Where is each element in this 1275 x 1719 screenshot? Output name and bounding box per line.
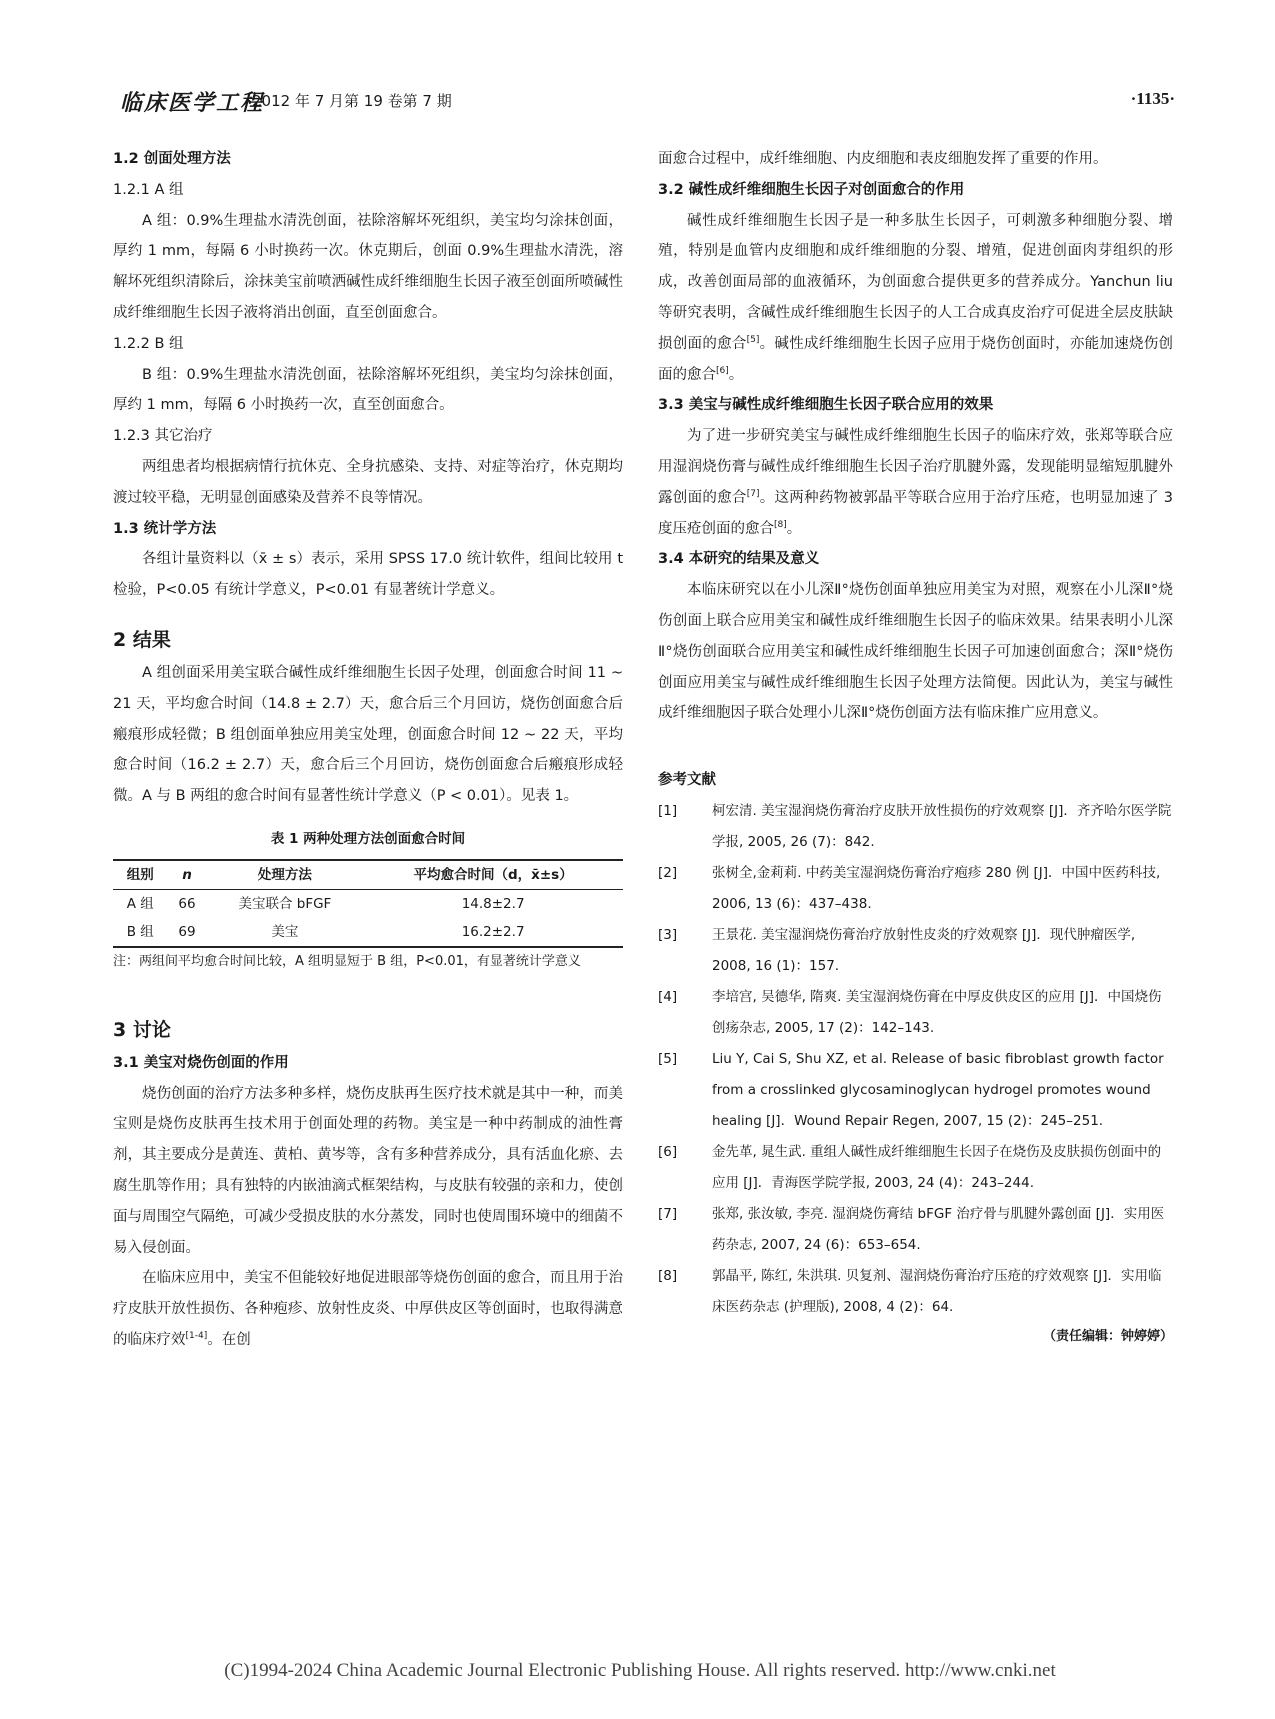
issue-info: 2012 年 7 月第 19 卷第 7 期: [252, 92, 452, 110]
table-cell: A 组: [126, 895, 154, 912]
paragraph: [658, 206, 1173, 391]
paragraph: 本临床研究以在小儿深Ⅱ°烧伤创面单独应用美宝为对照，观察在小儿深Ⅱ°烧伤创面上联合应用美宝和碱性成纤维细胞生长因子的临床效果。结果表明小儿深Ⅱ°烧伤创面联合应用美宝和碱性成纤维细胞生长因子可加速创面愈合；深Ⅱ°烧伤创面应用美宝与碱性成纤维细胞生长因子处理方法简便。因此认为，美宝与碱性成纤维细胞因子联合处理小儿深Ⅱ°烧伤创面方法有临床推广应用意义。: [658, 582, 1173, 722]
reference-number: [2]: [658, 864, 678, 881]
paragraph-text: 在临床应用中，美宝不但能较好地促进眼部等烧伤创面的愈合，而且用于治疗皮肤开放性损伤、各种疱疹、放射性皮炎、中厚供皮区等创面时，也取得满意的临床疗效: [113, 1270, 623, 1348]
reference-number: [1]: [658, 802, 678, 819]
table-header: n: [167, 860, 206, 890]
page-number: ·1135·: [1130, 89, 1175, 108]
reference-item: [658, 796, 1173, 858]
reference-text: 金先革, 晁生武. 重组人碱性成纤维细胞生长因子在烧伤及皮肤损伤创面中的应用 [J]．青海医学院学报, 2003, 24 (4)：243–244.: [712, 1143, 1162, 1191]
reference-number: [4]: [658, 988, 678, 1005]
reference-item: [658, 982, 1173, 1044]
reference-text: 柯宏清. 美宝湿润烧伤膏治疗皮肤开放性损伤的疗效观察 [J]．齐齐哈尔医学院学报, 2005, 26 (7)：842.: [712, 802, 1172, 850]
reference-text: Liu Y, Cai S, Shu XZ, et al. Release of basic fibroblast growth factor from a crosslinked glycosaminoglycan hydrogel promotes wound healing [J]．Wound Repair Regen, 2007, 15 (2)：245–251.: [712, 1050, 1164, 1129]
subsection-heading: 1.2.3 其它治疗: [113, 428, 213, 445]
table-cell: 美宝: [207, 918, 364, 947]
editor-credit: （责任编辑：钟婷婷）: [1042, 1328, 1173, 1344]
table-cell: 16.2±2.7: [363, 918, 623, 947]
subsection-heading: 1.2.1 A 组: [113, 181, 184, 198]
paragraph: A 组创面采用美宝联合碱性成纤维细胞生长因子处理，创面愈合时间 11 ~ 21 天，平均愈合时间（14.8 ± 2.7）天，愈合后三个月回访，烧伤创面愈合后瘢痕形成轻微；B 组创面单独应用美宝处理，创面愈合时间 12 ~ 22 天，平均愈合时间（16.2 ± 2.7）天，愈合后三个月回访，烧伤创面愈合后瘢痕形成轻微。A 与 B 两组的愈合时间有显著性统计学意义（P < 0.01）。见表 1。: [113, 664, 623, 805]
paragraph: 两组患者均根据病情行抗休克、全身抗感染、支持、对症等治疗，休克期均渡过较平稳，无明显创面感染及营养不良等情况。: [113, 458, 623, 506]
reference-number: [8]: [658, 1267, 678, 1284]
reference-item: [658, 1199, 1173, 1261]
paragraph: 烧伤创面的治疗方法多种多样，烧伤皮肤再生医疗技术就是其中一种，而美宝则是烧伤皮肤再生技术用于创面处理的药物。美宝是一种中药制成的油性膏剂，其主要成分是黄连、黄柏、黄岑等，含有多种营养成分，具有活血化瘀、去腐生肌等作用；具有独特的内嵌油滴式框架结构，与皮肤有较强的亲和力，使创面与周围空气隔绝，可减少受损皮肤的水分蒸发，同时也使周围环境中的细菌不易入侵创面。: [113, 1085, 623, 1256]
references-heading: 参考文献: [658, 772, 716, 789]
results-table: [113, 859, 623, 948]
paragraph-text: 碱性成纤维细胞生长因子是一种多肽生长因子，可刺激多种细胞分裂、增殖，特别是血管内皮细胞和成纤维细胞的分裂、增殖，促进创面肉芽组织的形成，改善创面局部的血液循环，为创面愈合提供更多的营养成分。Yanchun liu 等研究表明，含碱性成纤维细胞生长因子的人工合成真皮治疗可促进全层皮肤缺损创面的愈合: [658, 212, 1173, 352]
reference-number: [3]: [658, 926, 678, 943]
paragraph-text: 。这两种药物被郭晶平等联合应用于治疗压疮，也明显加速了 3 度压疮创面的愈合: [658, 489, 1173, 537]
reference-item: [658, 1137, 1173, 1199]
paragraph-text: 为了进一步研究美宝与碱性成纤维细胞生长因子的临床疗效，张郑等联合应用湿润烧伤膏与碱性成纤维细胞生长因子治疗肌腱外露，发现能明显缩短肌腱外露创面的愈合: [658, 428, 1173, 506]
page-header: [120, 86, 1175, 116]
reference-text: 王景花. 美宝湿润烧伤膏治疗放射性皮炎的疗效观察 [J]．现代肿瘤医学, 2008, 16 (1)：157.: [712, 926, 1136, 974]
paragraph: [658, 421, 1173, 544]
table-header: 处理方法: [207, 860, 364, 890]
table-title: 表 1 两种处理方法创面愈合时间: [270, 830, 466, 847]
paragraph: B 组：0.9%生理盐水清洗创面，祛除溶解坏死组织，美宝均匀涂抹创面，厚约 1 mm，每隔 6 小时换药一次，直至创面愈合。: [113, 366, 623, 414]
paragraph-text: 。碱性成纤维细胞生长因子应用于烧伤创面时，亦能加速烧伤创面的愈合: [658, 335, 1174, 383]
table-cell: 69: [167, 918, 206, 947]
section-heading-discussion: 3 讨论: [113, 1018, 171, 1041]
table-header-row: [113, 860, 623, 890]
subsection-heading: 3.4 本研究的结果及意义: [658, 551, 820, 568]
table-cell: 66: [178, 895, 196, 912]
reference-item: [658, 1261, 1173, 1323]
section-heading-results: 2 结果: [113, 628, 171, 651]
subsection-heading: 3.1 美宝对烧伤创面的作用: [113, 1054, 289, 1071]
subsection-heading: 1.2.2 B 组: [113, 335, 184, 352]
left-column: [113, 144, 623, 1356]
citation: [7]: [746, 488, 760, 499]
reference-item: [658, 920, 1173, 982]
journal-logo: 临床医学工程: [120, 90, 265, 116]
paragraph: 面愈合过程中，成纤维细胞、内皮细胞和表皮细胞发挥了重要的作用。: [658, 151, 1108, 167]
citation: [6]: [716, 365, 729, 376]
reference-text: 李培宫, 吴德华, 隋爽. 美宝湿润烧伤膏在中厚皮供皮区的应用 [J]．中国烧伤创疡杂志, 2005, 17 (2)：142–143.: [712, 988, 1162, 1036]
citation: [8]: [774, 519, 787, 530]
reference-list: [658, 796, 1173, 1323]
copyright-footer: (C)1994-2024 China Academic Journal Electronic Publishing House. All rights reserved. http://www.cnki.net: [224, 1660, 1056, 1681]
table-cell: 美宝联合 bFGF: [238, 895, 332, 912]
table-row: [113, 889, 623, 918]
reference-number: [5]: [658, 1050, 678, 1067]
reference-item: [658, 1044, 1173, 1137]
subsection-heading: 3.2 碱性成纤维细胞生长因子对创面愈合的作用: [658, 181, 965, 198]
table-note: 注：两组间平均愈合时间比较，A 组明显短于 B 组，P<0.01，有显著统计学意义: [113, 953, 581, 969]
paragraph-text: 。: [728, 366, 744, 383]
table-cell: B 组: [113, 918, 167, 947]
section-heading: 1.3 统计学方法: [113, 520, 217, 537]
reference-number: [7]: [658, 1205, 678, 1222]
right-column: [658, 144, 1173, 1351]
citation: [1-4]: [185, 1330, 208, 1341]
paragraph-text: 。在创: [207, 1331, 251, 1348]
subsection-heading: 3.3 美宝与碱性成纤维细胞生长因子联合应用的效果: [658, 397, 994, 414]
reference-number: [6]: [658, 1143, 678, 1160]
reference-text: 张树全,金莉莉. 中药美宝湿润烧伤膏治疗疱疹 280 例 [J]．中国中医药科技, 2006, 13 (6)：437–438.: [712, 864, 1161, 912]
reference-item: [658, 858, 1173, 920]
table-header: 组别: [113, 860, 167, 890]
paragraph: [113, 1263, 623, 1355]
table-row: [113, 918, 623, 947]
reference-text: 郭晶平, 陈红, 朱洪琪. 贝复剂、湿润烧伤膏治疗压疮的疗效观察 [J]．实用临床医药杂志 (护理版), 2008, 4 (2)：64.: [712, 1267, 1162, 1315]
paragraph: A 组：0.9%生理盐水清洗创面，祛除溶解坏死组织，美宝均匀涂抹创面，厚约 1 mm，每隔 6 小时换药一次。休克期后，创面 0.9%生理盐水清洗，溶解坏死组织清除后，涂抹美宝前喷洒碱性成纤维细胞生长因子液至创面所喷碱性成纤维细胞生长因子液将消出创面，直至创面愈合。: [113, 212, 623, 321]
reference-text: 张郑, 张汝敏, 李亮. 湿润烧伤膏结 bFGF 治疗骨与肌腱外露创面 [J]．实用医药杂志, 2007, 24 (6)：653–654.: [712, 1205, 1165, 1253]
paragraph-text: 。: [786, 520, 802, 537]
section-heading: 1.2 创面处理方法: [113, 151, 231, 167]
table-header: 平均愈合时间（d，x̄±s）: [363, 860, 623, 890]
table-cell: 14.8±2.7: [461, 895, 525, 912]
paragraph: 各组计量资料以（x̄ ± s）表示，采用 SPSS 17.0 统计软件，组间比较用 t 检验，P<0.05 有统计学意义，P<0.01 有显著统计学意义。: [113, 551, 623, 599]
citation: [5]: [746, 334, 760, 345]
